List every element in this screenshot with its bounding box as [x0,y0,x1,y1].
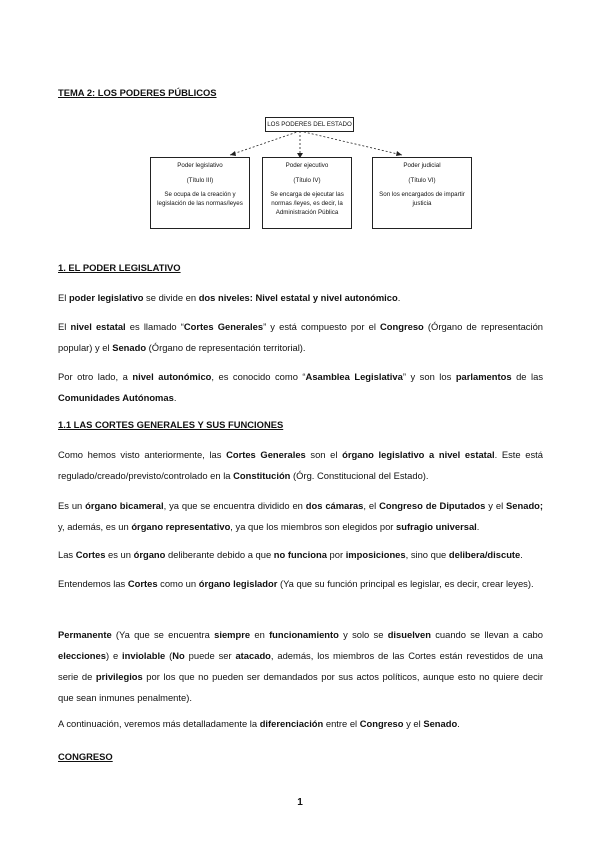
branch-desc: Se encarga de ejecutar las [270,191,344,198]
paragraph-5: Es un órgano bicameral, ya que se encuentra dividido en dos cámaras, el Congreso de Diputados y el Senado; y, además, es un órgano representativo, ya que los miembros son elegidos por sufragio universal. [58,500,544,532]
diagram-root-label: LOS PODERES DEL ESTADO [267,121,352,128]
paragraph-3: Por otro lado, a nivel autonómico, es conocido como “Asamblea Legislativa” y son los parlamentos de las Comunidades Autónomas. [58,371,544,403]
section-heading-1: 1. EL PODER LEGISLATIVO [58,262,181,273]
paragraph-4: Como hemos visto anteriormente, las Cortes Generales son el órgano legislativo a nivel estatal. Este está regulado/creado/previsto/controlado en la Constitución (Órg. Constitucional del Estado). [58,449,543,481]
paragraph-1: El poder legislativo se divide en dos niveles: Nivel estatal y nivel autonómico. [58,292,401,303]
section-heading-congreso: CONGRESO [58,751,113,762]
branch-title: (Título IV) [293,177,321,184]
branch-box-judicial [372,157,472,229]
branch-desc: Se ocupa de la creación y [164,191,236,198]
branch-desc: normas /leyes, es decir, la [271,200,343,207]
paragraph-2: El nivel estatal es llamado “Cortes Generales” y está compuesto por el Congreso (Órgano de representación popular) y el Senado (Órgano de representación territorial). [58,321,543,353]
paragraph-9: A continuación, veremos más detalladamente la diferenciación entre el Congreso y el Senado. [58,718,460,729]
branch-title: (Título VI) [408,177,436,184]
branch-name: Poder ejecutivo [285,162,329,169]
branch-desc: legislación de las normas/leyes [157,200,243,207]
arrowhead [230,151,236,156]
branch-name: Poder judicial [403,162,441,169]
branch-desc: Administración Pública [275,209,339,216]
branch-box-ejecutivo [262,157,352,229]
page-title: TEMA 2: LOS PODERES PÚBLICOS [58,87,217,98]
branch-desc: Son los encargados de impartir [379,191,465,198]
paragraph-8: Permanente (Ya que se encuentra siempre en funcionamiento y solo se disuelven cuando se llevan a cabo elecciones) e inviolable (No puede ser atacado, además, los miembros de las Cortes están revestidos de una serie de privilegios por los que no pueden ser demandados por sus actos políticos, aunque esto no quiere decir que sean inmunes penalmente). [58,629,543,703]
connector-line-right [300,131,402,155]
diagram-root-box [265,117,354,132]
branch-box-legislativo [150,157,250,229]
paragraph-6: Las Cortes es un órgano deliberante debido a que no funciona por imposiciones, sino que delibera/discute. [58,549,523,560]
section-heading-1-1: 1.1 LAS CORTES GENERALES Y SUS FUNCIONES [58,419,284,430]
branch-name: Poder legislativo [177,162,223,169]
paragraph-7: Entendemos las Cortes como un órgano legislador (Ya que su función principal es legislar, es decir, crear leyes). [58,578,534,589]
branch-desc: justicia [412,200,432,207]
branch-title: (Título III) [186,177,214,184]
page-number: 1 [297,797,303,808]
arrowhead [396,151,402,156]
connector-line-left [230,131,300,155]
